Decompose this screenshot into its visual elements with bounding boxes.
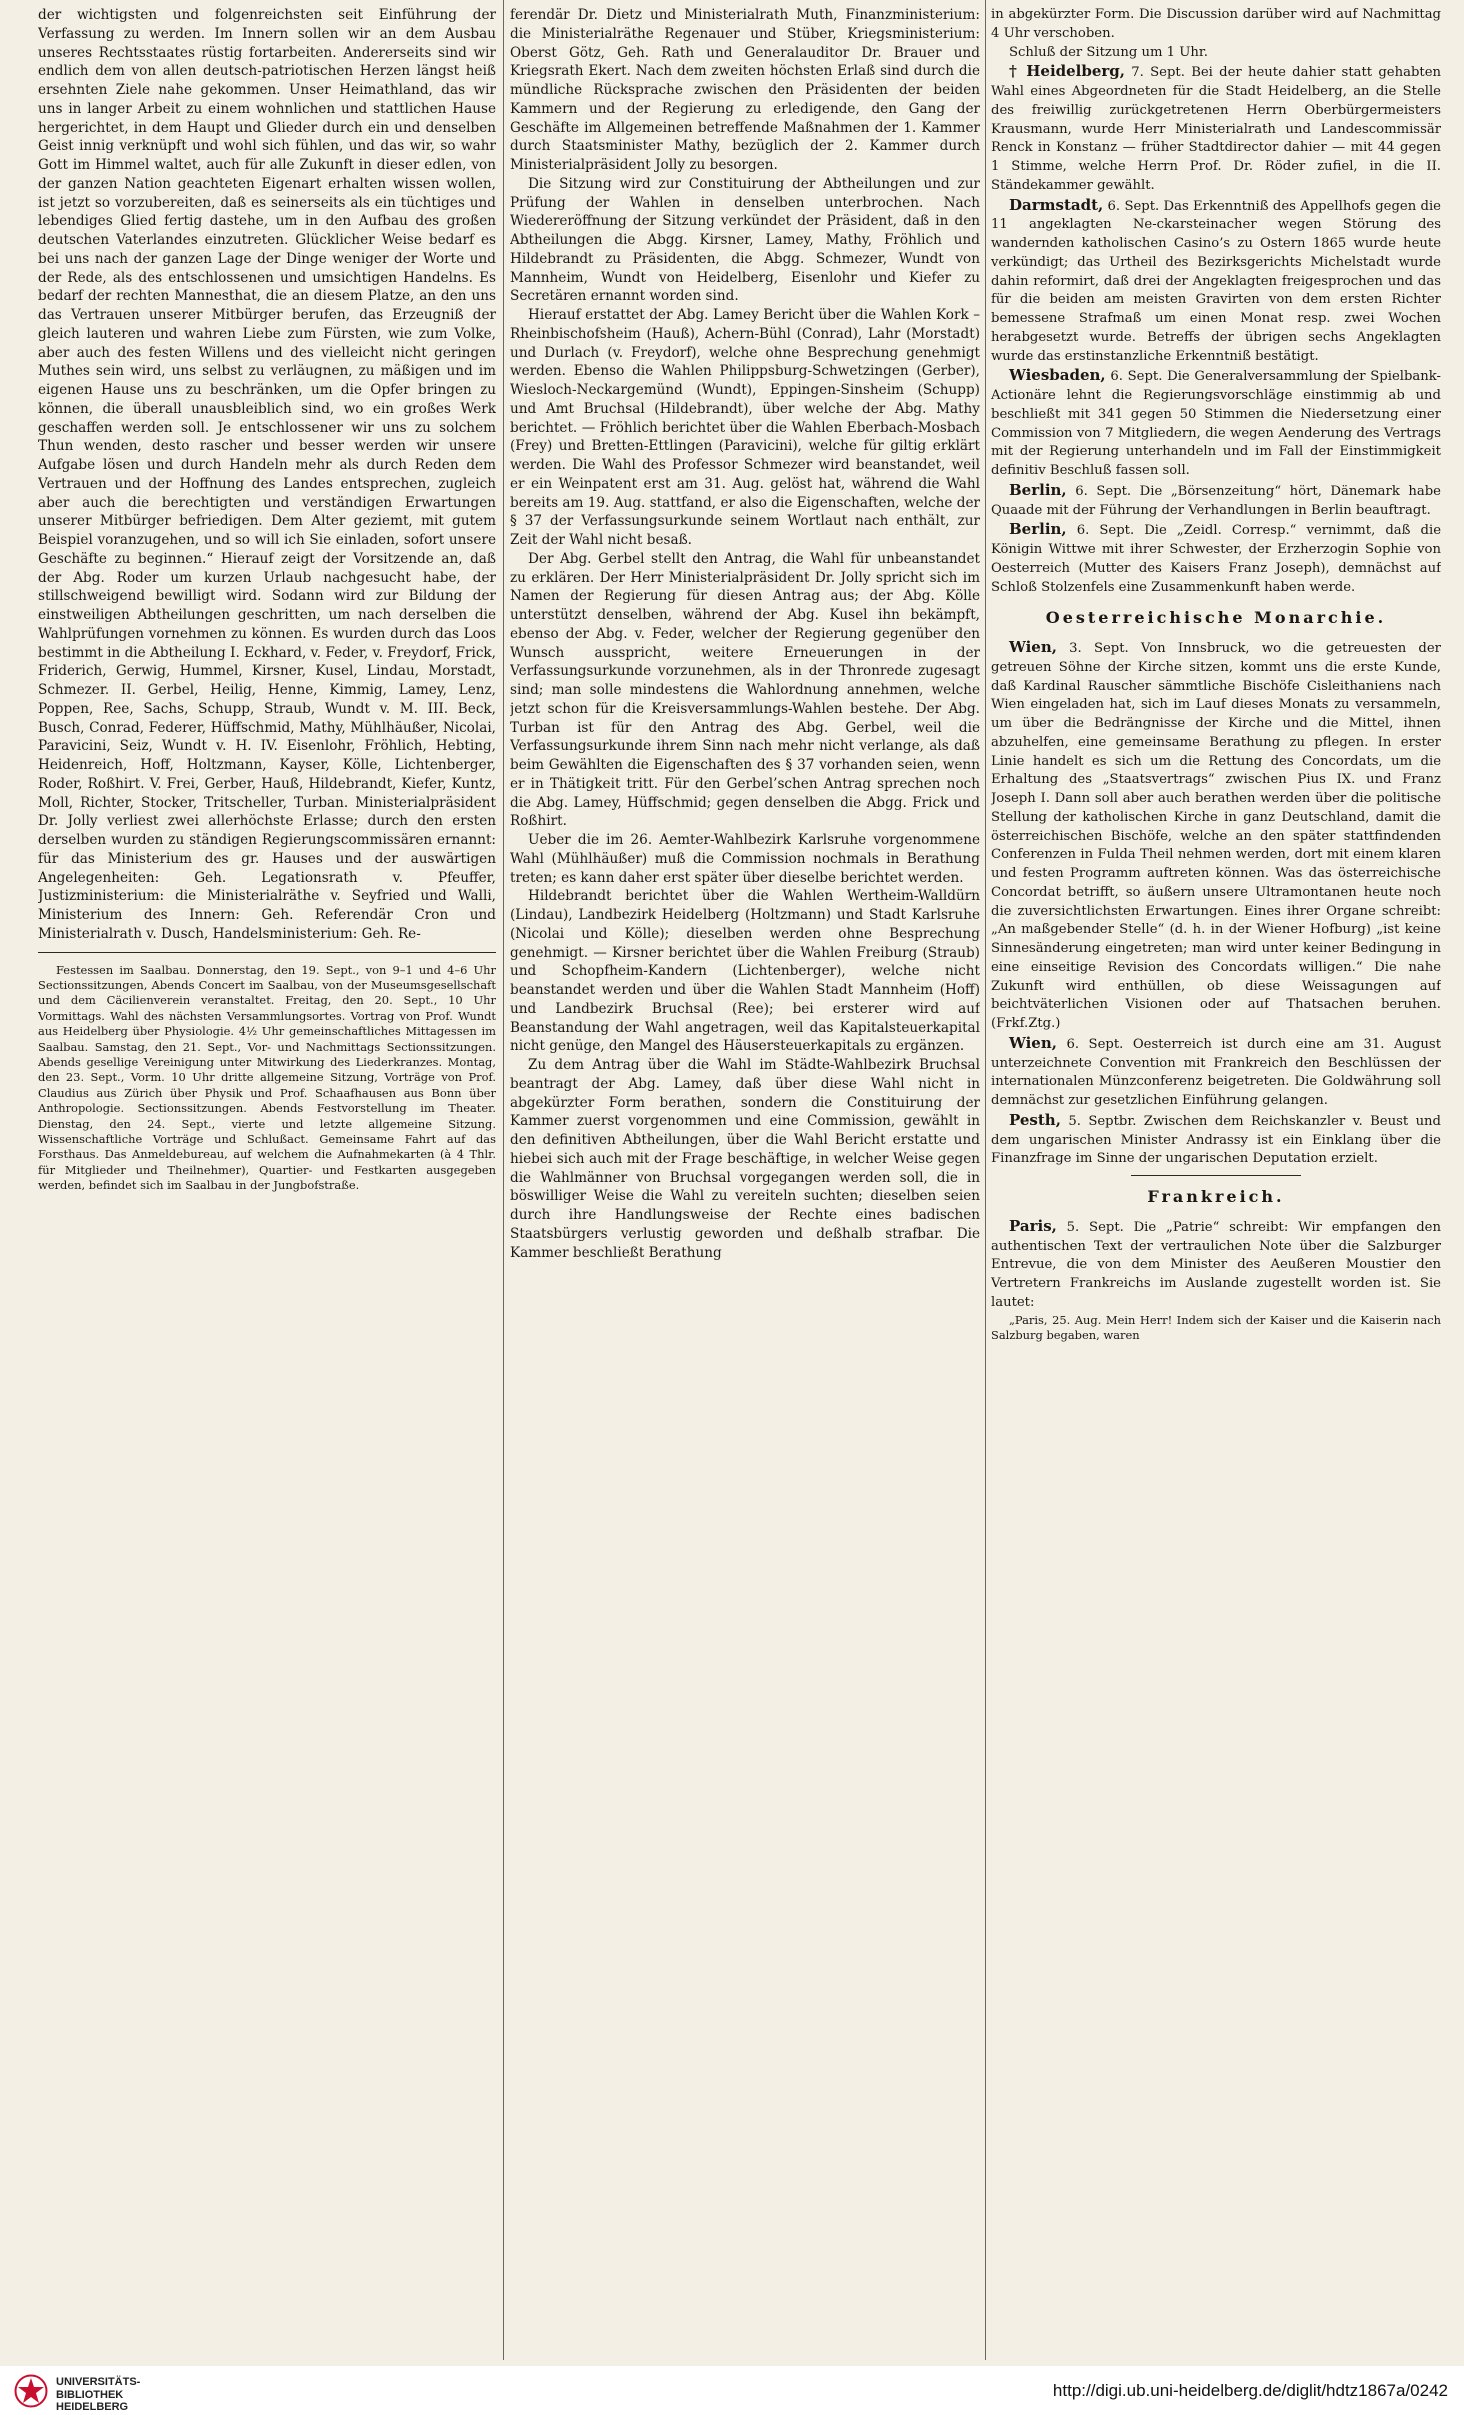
article-pesth (991, 1111, 1441, 1169)
university-library-logo-icon (14, 2374, 48, 2408)
programme-notice: Festessen im Saalbau. Donnerstag, den 19. Sept., von 9–1 und 4–6 Uhr Sectionssitzungen, Abends Concert im Saalbau, von der Museumsgesellschaft und dem Cäcilienverein veranstaltet. Freitag, den 20. Sept., 10 Uhr Vormittags. Wahl des nächsten Versammlungsortes. Vortrag von Prof. Wundt aus Heidelberg über Physiologie. 4½ Uhr gemeinschaftliches Mittagessen im Saalbau. Samstag, den 21. Sept., Vor- und Nachmittags Sectionssitzungen. Abends gesellige Vereinigung unter Mitwirkung des Liederkranzes. Montag, den 23. Sept., Vorm. 10 Uhr dritte allgemeine Sitzung, Vorträge von Prof. Claudius aus Zürich über Physik und Prof. Schaafhausen aus Bonn über Anthropologie. Sectionssitzungen. Abends Festvorstellung im Theater. Dienstag, den 24. Sept., vierte und letzte allgemeine Sitzung. Wissenschaftliche Vorträge und Schlußact. Gemeinsame Fahrt auf das Forsthaus. Das Anmeldebureau, auf welchem die Aufnahmekarten (à 4 Thlr. für Mitglieder und Theilnehmer), Quartier- und Festkarten ausgegeben werden, befindet sich im Saalbau in der Jungbofstraße. (38, 962, 496, 1193)
article-berlin-2 (991, 520, 1441, 597)
dateline-wien: Wien, (1009, 1033, 1057, 1052)
dateline-paris: Paris, (1009, 1216, 1057, 1235)
section-divider (38, 952, 496, 953)
article-text: 6. Sept. Die Generalversammlung der Spielbank-Actionäre lehnt die Regierungsvorschläge einstimmig ab und beschließt mit 341 gegen 50 Stimmen die Niedersetzung einer Commission von 7 Mitgliedern, die wegen Aenderung des Vertrags mit der Regierung unterhandeln und im Fall der Einstimmigkeit definitiv Beschluß fassen soll. (991, 369, 1441, 478)
article-paris (991, 1217, 1441, 1313)
dateline-darmstadt: Darmstadt, (1009, 195, 1104, 214)
section-heading-france: Frankreich. (1147, 1187, 1285, 1206)
article-heidelberg (991, 62, 1441, 195)
dateline-pesth: Pesth, (1009, 1110, 1061, 1129)
election-report-lamey: Hierauf erstattet der Abg. Lamey Bericht über die Wahlen Kork – Rheinbischofsheim (Hauß), Achern-Bühl (Conrad), Lahr (Morstadt) und Durlach (v. Freydorf), welche ohne Besprechung genehmigt werden. Ebenso die Wahlen Philippsburg-Schwetzingen (Gerber), Wiesloch-Neckargemünd (Wundt), Eppingen-Sinsheim (Schupp) und Amt Bruchsal (Hildebrandt), über welche der Abg. Mathy berichtet. — Fröhlich berichtet über die Wahlen Eberbach-Mosbach (Frey) und Bretten-Ettlingen (Paravicini), welche für giltig erklärt werden. Die Wahl des Professor Schmezer wird beanstandet, weil er ein Weinpatent erst am 31. Aug. gelöst hat, während die Wahl bereits am 19. Aug. stattfand, er also die Eigenschaften, welche der § 37 der Verfassungsurkunde seinem Wortlaut nach enthält, zur Zeit der Wahl nicht besaß. (510, 307, 980, 548)
source-url-link[interactable]: http://digi.ub.uni-heidelberg.de/diglit/hdtz1867a/0242 (1052, 2381, 1448, 2400)
motion-gerbel: Der Abg. Gerbel stellt den Antrag, die Wahl für unbeanstandet zu erklären. Der Herr Ministerialpräsident Dr. Jolly spricht sich im Namen der Regierung für diesen Antrag aus; der Abg. Kölle unterstützt denselben, während der Abg. Kusel ihn bekämpft, ebenso der Abg. v. Feder, welcher der Regierung gegenüber den Wunsch ausspricht, weitere Erneuerungen in der Verfassungsurkunde vorzunehmen, als in der Thronrede zugesagt sind; man solle mindestens die Wahlordnung annehmen, welche jetzt schon für die Kreisversammlungs-Wahlen bestehe. Der Abg. Turban ist für den Antrag des Abg. Gerbel, weil die Verfassungsurkunde ihrem Sinn nach mehr nicht verlange, als daß beim Gewählten die Eigenschaften des § 37 vorhanden seien, wenn er in Thätigkeit tritt. Für den Gerbel’schen Antrag sprechen noch die Abg. Lamey, Hüffschmid; gegen denselben die Abgg. Frick und Roßhirt. (510, 550, 980, 830)
column-rule (985, 0, 986, 2360)
commissioners-paragraph: ferendär Dr. Dietz und Ministerialrath Muth, Finanzministerium: die Ministerialräthe Regenauer und Stüber, Kriegsministerium: Oberst Götz, Geh. Rath und Generalauditor Dr. Brauer und Kriegsrath Ekert. Nach dem zweiten höchsten Erlaß sind durch die mündliche Rücksprache zwischen den Präsidenten der beiden Kammern und der Regierung zu erledigende, den Gang der Geschäfte im Allgemeinen betreffende Maßnahmen der 1. Kammer durch Staatsminister Mathy, bezüglich der 2. Kammer durch Ministerialpräsident Jolly zu besorgen. (510, 7, 980, 173)
column-3 (991, 6, 1441, 2361)
article-text: 5. Sept. Die „Patrie“ schreibt: Wir empfangen den authentischen Text der vertraulichen Note über die Salzburger Entrevue, die von dem Minister des Aeußeren Moustier den Vertretern Frankreichs im Auslande zugestellt worden ist. Sie lautet: (991, 1219, 1441, 1310)
article-darmstadt (991, 196, 1441, 367)
parliament-speech-text: der wichtigsten und folgenreichsten seit Einführung der Verfassung zu werden. Im Innern sollen wir an dem Ausbau unseres Rechtsstaates rüstig fortarbeiten. Andererseits sind wir endlich dem von allen deutsch-patriotischen Herzen längst heiß ersehnten Ziele nahe gekommen. Unser Heimathland, das wir uns in langer Arbeit zu einem wohnlichen und stattlichen Hause hergerichtet, in dem Haupt und Glieder durch ein und denselben Geist innig verknüpft und wohl sich fühlen, und das wir, so wahr Gott im Himmel waltet, auch für alle Zukunft in dieser edlen, von der ganzen Nation geachteten Eigenart erhalten wissen wollen, ist jetzt so vorzubereiten, daß es seinerseits als ein tüchtiges und lebendiges Glied fertig dastehe, um in den Aufbau des großen deutschen Vaterlandes einzutreten. Glücklicher Weise bedarf es bei uns nach der ganzen Lage der Dinge weniger der Worte und der Rede, als des entschlossenen und umsichtigen Handelns. Es bedarf der rechten Mannesthat, die an diesem Platze, an den uns das Vertrauen unserer Mitbürger berufen, das Erzeugniß der gleich lauteren und wahren Liebe zum Fürsten, wie zum Volke, aber auch des festen Willens und des vielleicht nicht geringen Muthes sein wird, uns selbst zu verläugnen, zu mäßigen und im eigenen Hause uns zu beschränken, um die Opfer bringen zu können, die überall unausbleiblich sind, wo ein großes Werk geschaffen werden soll. Je entschlossener wir uns zu solchem Thun wenden, desto rascher und besser werden wir unsere Aufgabe lösen und durch Handeln mehr als durch Reden dem Vertrauen und der Hoffnung des Landes entsprechen, zugleich aber auch die berechtigten und verständigen Erwartungen unserer Mitbürger befriedigen. Dem Alter geziemt, mit gutem Beispiel voranzugehen, und so will ich Sie einladen, sofort unsere Geschäfte zu beginnen.“ Hierauf zeigt der Vorsitzende an, daß der Abg. Roder um kurzen Urlaub nachgesucht habe, der stillschweigend bewilligt wird. Sodann wird zur Bildung der einstweiligen Abtheilungen geschritten, um nach derselben die Wahlprüfungen vornehmen zu können. Es wurden durch das Loos bestimmt in die Abtheilung I. Eckhard, v. Feder, v. Freydorf, Frick, Friderich, Gerwig, Hummel, Kirsner, Kusel, Lindau, Morstadt, Schmezer. II. Gerbel, Heilig, Henne, Kimmig, Lamey, Lenz, Poppen, Ree, Sachs, Schupp, Straub, Wundt v. M. III. Beck, Busch, Conrad, Federer, Hüffschmid, Mathy, Mühlhäußer, Nicolai, Paravicini, Seiz, Wundt v. H. IV. Eisenlohr, Fröhlich, Hebting, Heidenreich, Hoff, Holtzmann, Kayser, Kölle, Lichtenberger, Roder, Roßhirt. V. Frei, Gerber, Hauß, Hildebrandt, Kiefer, Kuntz, Moll, Richter, Stocker, Tritscheller, Turban. Ministerialpräsident Dr. Jolly verliest zwei allerhöchste Erlasse; durch den ersten derselben wurden zu ständigen Regierungscommissären ernannt: für das Ministerium des gr. Hauses und der auswärtigen Angelegenheiten: Geh. Legationsrath v. Pfeuffer, Justizministerium: die Ministerialräthe v. Seyfried und Walli, Ministerium des Innern: Geh. Referendär Cron und Ministerialrath v. Dusch, Handelsministerium: Geh. Re- (38, 7, 496, 942)
bruchsal-election: Zu dem Antrag über die Wahl im Städte-Wahlbezirk Bruchsal beantragt der Abg. Lamey, daß über diese Wahl nicht in abgekürzter Form berathen, sondern die Constituirung der Kammer zuerst vorgenommen und eine Commission, gewählt in den definitiven Abtheilungen, über die Wahl Bericht erstatte und hiebei sich auch mit der Frage beschäftige, in welcher Weise gegen die Wahlmänner von Bruchsal vorgegangen werden soll, die in böswilliger Weise die Wahl zu vereiteln suchten; dieselben seien durch ihre Handlungsweise der Rechte eines badischen Staatsbürgers verlustig geworden und deßhalb strafbar. Die Kammer beschließt Berathung (510, 1057, 980, 1261)
paris-note-quote: „Paris, 25. Aug. Mein Herr! Indem sich der Kaiser und die Kaiserin nach Salzburg begaben, waren (991, 1312, 1441, 1342)
session-close: Schluß der Sitzung um 1 Uhr. (1009, 44, 1208, 60)
article-text: 7. Sept. Bei der heute dahier statt gehabten Wahl eines Abgeordneten für die Stadt Heidelberg, an die Stelle des freiwillig zurückgetretenen Herrn Oberbürgermeisters Krausmann, wurde Herr Ministerialrath und Landescommissär Renck in Konstanz — früher Stadtdirector dahier — mit 44 gegen 1 Stimme, welche Herrn Prof. Dr. Röder zufiel, in die II. Ständekammer gewählt. (991, 65, 1441, 193)
election-report-hildebrandt: Hildebrandt berichtet über die Wahlen Wertheim-Walldürn (Lindau), Landbezirk Heidelberg (Holtzmann) und Stadt Karlsruhe (Nicolai und Kölle); dieselben werden ohne Besprechung genehmigt. — Kirsner berichtet über die Wahlen Freiburg (Straub) und Schopfheim-Kandern (Lichtenberger), welche nicht beanstandet werden und über die Wahlen Stadt Mannheim (Hoff) und Landbezirk Bruchsal (Ree); bei ersterer wird auf Beanstandung der Wahl angetragen, weil das Kapitalsteuerkapital nicht genüge, den Mangel des Häusersteuerkapitals zu ergänzen. (510, 888, 980, 1055)
article-text: 6. Sept. Das Erkenntniß des Appellhofs gegen die 11 angeklagten Ne-ckarsteinacher wegen Störung des wandernden katholischen Casino’s zu Ostern 1865 wurde heute verkündigt; das Urtheil des Bezirksgerichts Michelstadt wurde dahin reformirt, daß drei der Angeklagten freigesprochen und das für die beiden am meisten Gravirten von dem ersten Richter bemessene Strafmaß um einen Monat resp. zwei Wochen herabgesetzt wurde. Betreffs der übrigen sechs Angeklagten wurde das erstinstanzliche Erkenntniß bestätigt. (991, 198, 1441, 364)
dateline-berlin: Berlin, (1009, 480, 1067, 499)
section-heading-austria: Oesterreichische Monarchie. (1045, 608, 1387, 628)
article-wien-2 (991, 1034, 1441, 1111)
article-text: 3. Sept. Von Innsbruck, wo die getreuesten der getreuen Söhne der Kirche sitzen, kommt uns die erste Kunde, daß Kardinal Rauscher sämmtliche Bischöfe Cisleithaniens nach Wien eingeladen hat, sich im Lauf dieses Monats zu versammeln, um über die Bedrängnisse der Kirche und die Mittel, ihnen abzuhelfen, eine gemeinsame Berathung zu pflegen. In erster Linie handelt es sich um die Rettung des Concordats, um die Erhaltung des „Staatsvertrags“ zwischen Pius IX. und Franz Joseph I. Dann soll aber auch berathen werden über die politische Stellung der katholischen Kirche in ganz Deutschland, damit die österreichischen Bischöfe, welche an den später stattfindenden Conferenzen in Fulda Theil nehmen werden, dort mit einem klaren und festen Programm auftreten können. Was das österreichische Concordat betrifft, so äußern unsere Ultramontanen heute noch die zuversichtlichsten Erwartungen. Eines ihrer Organe schreibt: „An maßgebender Stelle“ (d. h. in der Wiener Hofburg) „ist keine Sinnesänderung eingetreten; man wird unter keiner Bedingung in eine einseitige Revision des Concordats willigen.“ Die nahe Zukunft wird enthüllen, ob diese Weissagungen auf beichtväterlichen Visionen oder auf Thatsachen beruhen. (Frkf.Ztg.) (991, 641, 1441, 1031)
section-divider (1131, 1175, 1301, 1176)
footer-bar (0, 2366, 1464, 2415)
article-text: 6. Sept. Die „Zeidl. Corresp.“ vernimmt, daß die Königin Wittwe mit ihrer Schwester, der Erzherzogin Sophie von Oesterreich (Mutter des Kaisers Franz Joseph), demnächst auf Schloß Stolzenfels eine Zusammenkunft haben werde. (991, 523, 1441, 595)
article-text: 5. Septbr. Zwischen dem Reichskanzler v. Beust und dem ungarischen Minister Andrassy ist ein Einklang über die Finanzfrage im Sinne der ungarischen Deputation erzielt. (991, 1113, 1441, 1167)
dateline-heidelberg: † Heidelberg, (1009, 62, 1126, 81)
article-wien-1 (991, 638, 1441, 1034)
article-berlin-1 (991, 481, 1441, 521)
karlsruhe-election: Ueber die im 26. Aemter-Wahlbezirk Karlsruhe vorgenommene Wahl (Mühlhäußer) muß die Commission nochmals in Berathung treten; es kann daher erst später über dieselbe berichtet werden. (510, 832, 980, 886)
article-text: 6. Sept. Oesterreich ist durch eine am 31. August unterzeichnete Convention mit Frankreich den Beschlüssen der internationalen Münzconferenz beigetreten. Die Goldwährung soll demnächst zur gesetzlichen Einführung gelangen. (991, 1036, 1441, 1108)
column-rule (503, 0, 504, 2360)
discussion-postponed: in abgekürzter Form. Die Discussion darüber wird auf Nachmittag 4 Uhr verschoben. (991, 7, 1441, 41)
column-1 (38, 6, 496, 2361)
dateline-wiesbaden: Wiesbaden, (1009, 366, 1106, 385)
dateline-wien: Wien, (1009, 638, 1057, 656)
session-paragraph: Die Sitzung wird zur Constituirung der Abtheilungen und zur Prüfung der Wahlen in denselben unterbrochen. Nach Wiedereröffnung der Sitzung verkündet der Präsident, daß in den Abtheilungen die Abgg. Kirsner, Lamey, Mathy, Fröhlich und Hildebrandt zu Präsidenten, die Abgg. Schmezer, Wundt von Mannheim, Wundt von Heidelberg, Eisenlohr und Kiefer zu Secretären ernannt worden sind. (510, 175, 980, 305)
column-2 (510, 6, 980, 2361)
library-name: UNIVERSITÄTS- BIBLIOTHEK HEIDELBERG (56, 2376, 141, 2413)
article-wiesbaden (991, 366, 1441, 481)
article-text: 6. Sept. Die „Börsenzeitung“ hört, Dänemark habe Quaade mit der Führung der Verhandlungen in Berlin beauftragt. (991, 483, 1441, 518)
dateline-berlin: Berlin, (1009, 520, 1067, 539)
